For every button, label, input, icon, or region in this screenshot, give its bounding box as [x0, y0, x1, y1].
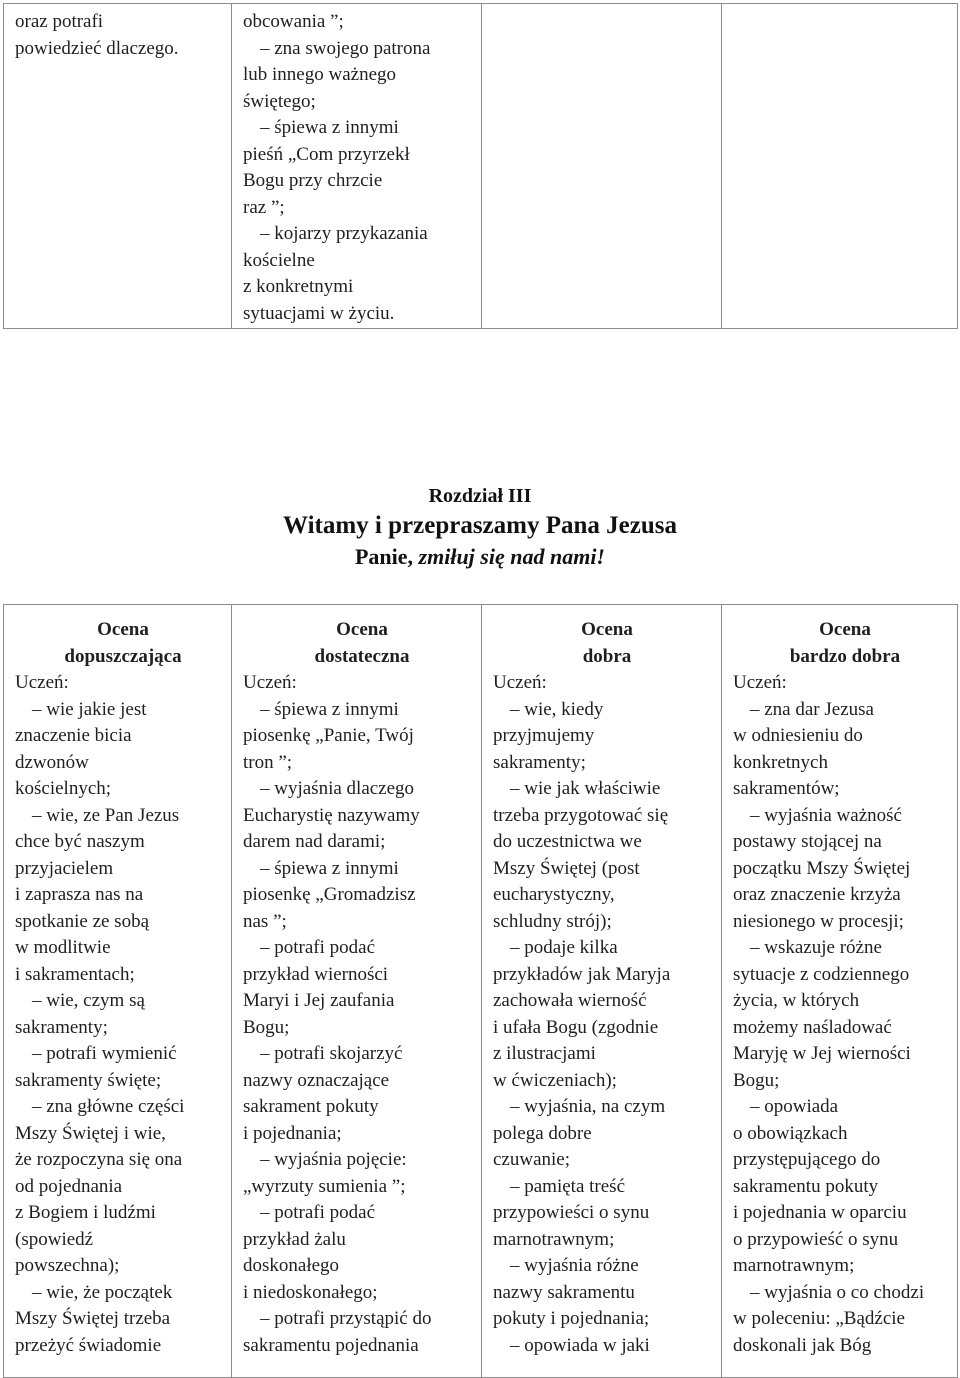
- continuation-line: [243, 909, 481, 936]
- requirement-text: postawy stojącej na: [733, 831, 882, 852]
- dash-bullet-icon: –: [510, 1334, 525, 1356]
- continuation-line: [243, 1015, 481, 1042]
- grade-column-dopuszczajaca: [4, 605, 232, 1378]
- continuation-line: [15, 935, 231, 962]
- bullet-item: [243, 935, 481, 962]
- requirement-text: z ilustracjami: [493, 1043, 596, 1064]
- continuation-line: [493, 882, 721, 909]
- dash-bullet-icon: –: [260, 117, 275, 138]
- continuation-line: [733, 1227, 957, 1254]
- dash-bullet-icon: –: [260, 1149, 275, 1170]
- requirement-text: przykładów jak Maryja: [493, 963, 671, 985]
- continuation-line: [15, 829, 231, 856]
- bullet-item: [493, 935, 721, 962]
- grade-column-dostateczna: [232, 605, 482, 1378]
- requirement-text: w ćwiczeniach);: [493, 1069, 617, 1091]
- continuation-line: [243, 882, 481, 909]
- requirements-list: [243, 697, 481, 1360]
- requirement-text: trzeba przygotować się: [493, 804, 669, 826]
- continuation-line: [733, 1015, 957, 1042]
- requirement-text: Mszy Świętej i wie,: [15, 1122, 166, 1144]
- continuation-line: [733, 962, 957, 989]
- continuation-line: [733, 829, 957, 856]
- dash-bullet-icon: –: [260, 778, 275, 799]
- requirement-text: wyjaśnia pojęcie:: [274, 1149, 407, 1170]
- continuation-line: [493, 750, 721, 777]
- bullet-item: [493, 1174, 721, 1201]
- requirement-text: zna główne części: [46, 1096, 185, 1117]
- bullet-item: [733, 1280, 957, 1307]
- continuation-line: [243, 1121, 481, 1148]
- text-line: powiedzieć dlaczego.: [15, 37, 179, 59]
- continuation-line: [243, 803, 481, 830]
- top-cell-2: [232, 4, 482, 329]
- chapter-heading: [0, 482, 960, 571]
- requirement-text: opowiada w jaki: [524, 1334, 650, 1356]
- requirement-text: i zaprasza nas na: [15, 884, 144, 905]
- requirement-text: do uczestnictwa we: [493, 831, 642, 852]
- continuation-line: [733, 1068, 957, 1095]
- continuation-line: [493, 1068, 721, 1095]
- grade-header-label: Ocena: [581, 619, 633, 640]
- requirement-text: zna dar Jezusa: [764, 698, 874, 720]
- requirement-text: dzwonów: [15, 751, 89, 773]
- requirement-text: życia, w których: [733, 990, 860, 1011]
- requirement-text: potrafi podać: [274, 1202, 376, 1223]
- requirement-text: doskonali jak Bóg: [733, 1334, 872, 1356]
- bullet-item: [733, 803, 957, 830]
- bullet-item: [493, 1253, 721, 1280]
- continuation-line: [733, 1174, 957, 1201]
- bullet-item: [733, 1094, 957, 1121]
- requirement-text: powszechna);: [15, 1255, 120, 1276]
- requirement-text: w poleceniu: „Bądźcie: [733, 1308, 905, 1329]
- continuation-line: [733, 909, 957, 936]
- dash-bullet-icon: –: [260, 223, 275, 244]
- chapter-subtitle: [0, 543, 960, 571]
- requirement-text: i ufała Bogu (zgodnie: [493, 1016, 659, 1038]
- continuation-line: [243, 195, 481, 222]
- continuation-line: [243, 168, 481, 195]
- continuation-line: [243, 1174, 481, 1201]
- requirement-text: polega dobre: [493, 1122, 592, 1144]
- requirement-text: Bogu;: [243, 1016, 290, 1038]
- requirement-text: wie jak właściwie: [524, 778, 661, 799]
- requirement-text: wie, ze Pan Jezus: [46, 804, 180, 826]
- student-label: Uczeń:: [15, 672, 69, 693]
- requirement-text: „wyrzuty sumienia ”;: [243, 1175, 406, 1197]
- continuation-line: [493, 988, 721, 1015]
- continuation-line: [243, 962, 481, 989]
- requirement-text: Mszy Świętej trzeba: [15, 1308, 171, 1329]
- requirement-text: raz ”;: [243, 196, 285, 218]
- continuation-line: [733, 882, 957, 909]
- bullet-item: [15, 988, 231, 1015]
- requirement-text: wyjaśnia różne: [524, 1255, 639, 1276]
- text-line: oraz potrafi: [15, 11, 104, 32]
- requirement-text: sakramentu pojednania: [243, 1334, 419, 1356]
- grade-header-name: bardzo dobra: [789, 645, 901, 667]
- continuation-line: [15, 1147, 231, 1174]
- requirement-text: lub innego ważnego: [243, 64, 397, 85]
- bullet-item: [15, 697, 231, 724]
- requirement-text: śpiewa z innymi: [274, 117, 399, 138]
- dash-bullet-icon: –: [32, 1096, 47, 1117]
- requirement-text: i pojednania w oparciu: [733, 1202, 907, 1223]
- continuation-line: [493, 856, 721, 883]
- requirement-text: przyjacielem: [15, 857, 114, 879]
- bullet-item: [15, 1094, 231, 1121]
- continuation-line: [493, 909, 721, 936]
- grade-header-label: Ocena: [97, 619, 149, 640]
- requirement-text: czuwanie;: [493, 1149, 571, 1170]
- requirement-text: wyjaśnia, na czym: [524, 1096, 666, 1117]
- requirement-text: kościelne: [243, 249, 315, 271]
- requirement-text: o przypowieść o synu: [733, 1228, 899, 1250]
- requirement-text: przykład żalu: [243, 1228, 346, 1250]
- requirements-list: [15, 697, 231, 1360]
- dash-bullet-icon: –: [260, 937, 275, 958]
- continuation-line: [15, 962, 231, 989]
- requirement-text: sakramenty święte;: [15, 1069, 162, 1091]
- requirement-text: i sakramentach;: [15, 963, 135, 985]
- requirement-text: śpiewa z innymi: [274, 857, 399, 879]
- requirement-text: możemy naśladować: [733, 1016, 892, 1038]
- requirement-text: wie, czym są: [46, 990, 145, 1011]
- dash-bullet-icon: –: [32, 990, 47, 1011]
- dash-bullet-icon: –: [510, 1175, 525, 1197]
- dash-bullet-icon: –: [32, 1043, 47, 1064]
- requirement-text: chce być naszym: [15, 831, 145, 852]
- bullet-item: [493, 776, 721, 803]
- requirement-text: spotkanie ze sobą: [15, 910, 150, 932]
- requirement-text: kościelnych;: [15, 778, 112, 799]
- continuation-line: [243, 988, 481, 1015]
- continuation-line: [15, 1174, 231, 1201]
- continuation-line: [243, 750, 481, 777]
- continuation-line: [15, 723, 231, 750]
- requirement-text: pokuty i pojednania;: [493, 1308, 650, 1329]
- grade-header-name: dobra: [582, 645, 632, 667]
- bullet-item: [493, 1333, 721, 1360]
- bullet-item: [243, 697, 481, 724]
- requirement-text: Mszy Świętej (post: [493, 857, 640, 879]
- requirement-text: śpiewa z innymi: [274, 698, 399, 720]
- bullet-item: [243, 1200, 481, 1227]
- requirement-text: wie jakie jest: [46, 698, 147, 720]
- student-label: Uczeń:: [493, 672, 547, 693]
- bullet-item: [243, 776, 481, 803]
- dash-bullet-icon: –: [260, 1202, 275, 1223]
- requirement-text: od pojednania: [15, 1175, 123, 1197]
- continuation-line: [243, 89, 481, 116]
- requirement-text: marnotrawnym;: [493, 1228, 615, 1250]
- continuation-line: [15, 1200, 231, 1227]
- dash-bullet-icon: –: [260, 857, 275, 879]
- continuation-line: [15, 1253, 231, 1280]
- table-row: [4, 4, 958, 329]
- bullet-item: [15, 803, 231, 830]
- requirement-text: Bogu;: [733, 1069, 780, 1091]
- line-list: [243, 9, 481, 327]
- bullet-item: [243, 856, 481, 883]
- requirement-text: sakramenty;: [493, 751, 586, 773]
- requirement-text: wyjaśnia dlaczego: [274, 778, 415, 799]
- top-cell-4: [722, 4, 958, 329]
- continuation-line: [733, 1333, 957, 1360]
- top-cell-1: [4, 4, 232, 329]
- dash-bullet-icon: –: [750, 1096, 765, 1117]
- requirement-text: wie, że początek: [46, 1281, 173, 1303]
- continuation-line: [243, 274, 481, 301]
- dash-bullet-icon: –: [260, 698, 275, 720]
- continuation-line: [15, 776, 231, 803]
- requirements-list: [733, 697, 957, 1360]
- continuation-line: [493, 1121, 721, 1148]
- dash-bullet-icon: –: [510, 1255, 525, 1276]
- requirement-text: i niedoskonałego;: [243, 1281, 378, 1303]
- dash-bullet-icon: –: [510, 937, 525, 958]
- requirement-text: sytuacje z codziennego: [733, 963, 910, 985]
- requirement-text: początku Mszy Świętej: [733, 857, 911, 879]
- requirement-text: przypowieści o synu: [493, 1202, 650, 1223]
- requirement-text: darem nad darami;: [243, 831, 386, 852]
- requirement-text: potrafi podać: [274, 937, 376, 958]
- requirement-text: w odniesieniu do: [733, 725, 863, 746]
- table-row: [4, 605, 958, 1378]
- continuation-line: [15, 1015, 231, 1042]
- continuation-line: [15, 882, 231, 909]
- student-label: Uczeń:: [243, 672, 297, 693]
- dash-bullet-icon: –: [750, 937, 765, 958]
- grade-column-dobra: [482, 605, 722, 1378]
- continuation-line: [733, 1200, 957, 1227]
- grade-header-label: Ocena: [819, 619, 871, 640]
- dash-bullet-icon: –: [32, 804, 47, 826]
- continuation-line: [493, 803, 721, 830]
- continuation-line: [243, 301, 481, 328]
- continuation-line: [493, 1147, 721, 1174]
- continuation-line: [493, 1306, 721, 1333]
- grade-header-label: Ocena: [336, 619, 388, 640]
- requirement-text: marnotrawnym;: [733, 1255, 855, 1276]
- chapter-title: Witamy i przepraszamy Pana Jezusa: [283, 512, 677, 539]
- requirement-text: przeżyć świadomie: [15, 1334, 162, 1356]
- continuation-line: [493, 1280, 721, 1307]
- requirement-text: przystępującego do: [733, 1149, 881, 1170]
- requirement-text: pieśń „Com przyrzekł: [243, 143, 410, 165]
- bullet-item: [243, 1306, 481, 1333]
- requirement-text: tron ”;: [243, 751, 293, 773]
- requirement-text: zachowała wierność: [493, 990, 647, 1011]
- continuation-line: [493, 723, 721, 750]
- requirement-text: Maryję w Jej wierności: [733, 1043, 911, 1064]
- requirement-text: sytuacjami w życiu.: [243, 302, 395, 324]
- requirement-text: podaje kilka: [524, 937, 618, 958]
- continuation-line: [15, 1227, 231, 1254]
- continuation-line: [243, 9, 481, 36]
- requirement-text: i pojednania;: [243, 1122, 342, 1144]
- dash-bullet-icon: –: [32, 1281, 47, 1303]
- requirement-text: wyjaśnia ważność: [764, 804, 902, 826]
- requirement-text: z konkretnymi: [243, 276, 354, 297]
- requirement-text: konkretnych: [733, 751, 828, 773]
- requirement-text: świętego;: [243, 90, 316, 112]
- requirement-text: piosenkę „Gromadzisz: [243, 884, 416, 905]
- continuation-line: [15, 1333, 231, 1360]
- requirement-text: Maryi i Jej zaufania: [243, 990, 395, 1011]
- requirement-text: przyjmujemy: [493, 725, 595, 746]
- continuation-line: [243, 1280, 481, 1307]
- dash-bullet-icon: –: [260, 37, 275, 59]
- continuation-line: [243, 829, 481, 856]
- continuation-line: [243, 1227, 481, 1254]
- requirement-text: z Bogiem i ludźmi: [15, 1202, 156, 1223]
- requirement-text: piosenkę „Panie, Twój: [243, 725, 414, 746]
- continuation-line: [733, 856, 957, 883]
- requirement-text: opowiada: [764, 1096, 839, 1117]
- requirement-text: o obowiązkach: [733, 1122, 848, 1144]
- continuation-line: [733, 1121, 957, 1148]
- bullet-item: [243, 1041, 481, 1068]
- continuation-line: [15, 856, 231, 883]
- continuation-line: [493, 1227, 721, 1254]
- bullet-item: [15, 1041, 231, 1068]
- dash-bullet-icon: –: [750, 1281, 765, 1303]
- continuation-line: [733, 723, 957, 750]
- requirement-text: eucharystyczny,: [493, 884, 615, 905]
- requirement-text: wyjaśnia o co chodzi: [764, 1281, 925, 1303]
- top-cell-3: [482, 4, 722, 329]
- dash-bullet-icon: –: [510, 698, 525, 720]
- requirement-text: obcowania ”;: [243, 11, 344, 32]
- continuation-line: [15, 1121, 231, 1148]
- chapter-label: Rozdział III: [428, 485, 532, 507]
- bullet-item: [493, 1094, 721, 1121]
- requirement-text: (spowiedź: [15, 1228, 94, 1250]
- requirement-text: nazwy oznaczające: [243, 1069, 390, 1091]
- continuation-line: [493, 1041, 721, 1068]
- continuation-line: [243, 1094, 481, 1121]
- requirement-text: pamięta treść: [524, 1175, 626, 1197]
- bullet-item: [243, 115, 481, 142]
- requirement-text: w modlitwie: [15, 937, 111, 958]
- requirement-text: doskonałego: [243, 1255, 340, 1276]
- requirement-text: sakramentu pokuty: [733, 1175, 879, 1197]
- continuation-line: [243, 723, 481, 750]
- student-label: Uczeń:: [733, 672, 787, 693]
- bullet-item: [733, 935, 957, 962]
- continuation-line: [243, 1333, 481, 1360]
- continuation-line: [243, 142, 481, 169]
- requirement-text: znaczenie bicia: [15, 725, 132, 746]
- bullet-item: [243, 36, 481, 63]
- dash-bullet-icon: –: [750, 804, 765, 826]
- requirement-text: niesionego w procesji;: [733, 910, 904, 932]
- bullet-item: [733, 697, 957, 724]
- continuation-line: [733, 1041, 957, 1068]
- requirement-text: Eucharystię nazywamy: [243, 804, 420, 826]
- grade-header-name: dopuszczająca: [64, 645, 182, 667]
- requirement-text: potrafi wymienić: [46, 1043, 177, 1064]
- grade-header-name: dostateczna: [314, 645, 410, 667]
- continuation-line: [15, 1068, 231, 1095]
- continuation-line: [243, 1068, 481, 1095]
- requirement-text: oraz znaczenie krzyża: [733, 884, 901, 905]
- requirement-text: sakrament pokuty: [243, 1096, 379, 1117]
- requirement-text: sakramenty;: [15, 1016, 108, 1038]
- dash-bullet-icon: –: [32, 698, 47, 720]
- requirement-text: zna swojego patrona: [274, 37, 431, 59]
- bullet-item: [15, 1280, 231, 1307]
- continuation-line: [15, 750, 231, 777]
- requirement-text: wie, kiedy: [524, 698, 604, 720]
- continuation-line: [493, 962, 721, 989]
- requirement-text: że rozpoczyna się ona: [15, 1149, 183, 1170]
- grade-column-bardzo-dobra: [722, 605, 958, 1378]
- continuation-line: [493, 829, 721, 856]
- continuation-line: [243, 62, 481, 89]
- subtitle-normal-text: Panie,: [354, 544, 419, 569]
- requirement-text: nas ”;: [243, 910, 287, 932]
- dash-bullet-icon: –: [510, 1096, 525, 1117]
- continuation-line: [493, 1200, 721, 1227]
- requirement-text: Bogu przy chrzcie: [243, 170, 383, 191]
- bullet-item: [493, 697, 721, 724]
- requirement-text: sakramentów;: [733, 778, 840, 799]
- bullet-item: [243, 1147, 481, 1174]
- continuation-line: [15, 1306, 231, 1333]
- continuation-line: [243, 1253, 481, 1280]
- dash-bullet-icon: –: [750, 698, 765, 720]
- requirement-text: potrafi przystąpić do: [274, 1308, 432, 1329]
- continuation-line: [733, 776, 957, 803]
- subtitle-italic-text: zmiłuj się nad nami!: [418, 544, 605, 569]
- dash-bullet-icon: –: [260, 1043, 275, 1064]
- requirement-text: przykład wierności: [243, 963, 389, 985]
- requirement-text: wskazuje różne: [764, 937, 882, 958]
- continuation-line: [733, 750, 957, 777]
- requirement-text: schludny strój);: [493, 910, 612, 932]
- dash-bullet-icon: –: [510, 778, 525, 799]
- requirement-text: nazwy sakramentu: [493, 1281, 635, 1303]
- continuation-line: [15, 909, 231, 936]
- requirement-text: kojarzy przykazania: [274, 223, 428, 244]
- dash-bullet-icon: –: [260, 1308, 275, 1329]
- previous-chapter-table: [3, 3, 958, 329]
- continuation-line: [493, 1015, 721, 1042]
- bullet-item: [243, 221, 481, 248]
- continuation-line: [733, 1253, 957, 1280]
- continuation-line: [733, 988, 957, 1015]
- continuation-line: [733, 1306, 957, 1333]
- continuation-line: [733, 1147, 957, 1174]
- grades-table: [3, 604, 958, 1378]
- continuation-line: [243, 248, 481, 275]
- requirement-text: potrafi skojarzyć: [274, 1043, 403, 1064]
- requirements-list: [493, 697, 721, 1360]
